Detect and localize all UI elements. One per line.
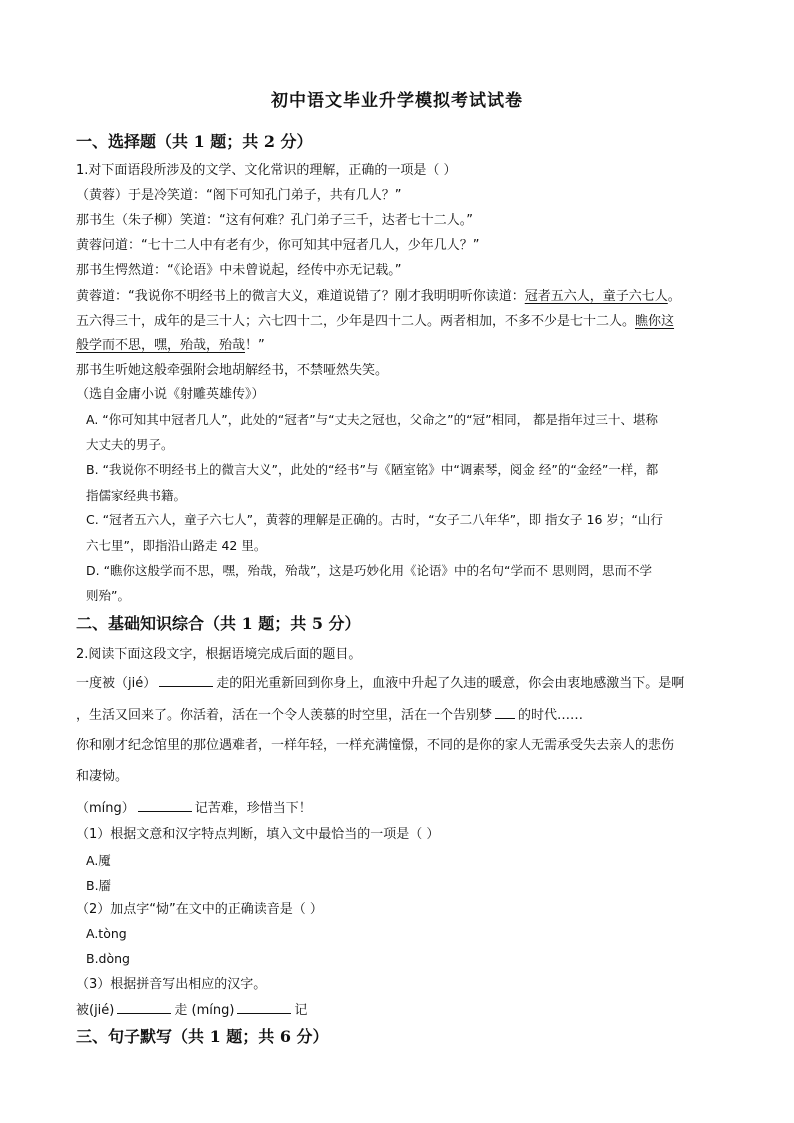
q2-p5-a: （míng） xyxy=(76,801,135,816)
q2-p2-a: ，生活又回来了。你活着，活在一个令人羡慕的时空里，活在一个告别梦 xyxy=(76,708,493,723)
q1-long-line-a-end: 。 xyxy=(667,289,681,304)
q1-option-b-line-2: 指儒家经典书籍。 xyxy=(86,488,187,503)
q2-sub3-b: 走 (míng) xyxy=(174,1003,235,1018)
q1-underline-quote-2a: 瞧你这 xyxy=(635,314,675,329)
q2-passage-line-4: 和凄恸。 xyxy=(76,769,129,784)
q1-option-b-line-1: B. “我说你不明经书上的微言大义”，此处的“经书”与《陋室铭》中“调素琴，阅金 经”的“金经”一样，都 xyxy=(86,462,659,477)
q1-option-a-line-2: 大丈夫的男子。 xyxy=(86,437,174,452)
q2-passage-line-1 xyxy=(76,674,684,692)
q1-underline-quote-1: 冠者五六人，童子六七人 xyxy=(524,289,668,304)
q1-option-c-line-1: C. “冠者五六人，童子六七人”，黄蓉的理解是正确的。古时，“女子二八年华”，即 指女子 16 岁；“山行 xyxy=(86,512,663,527)
q2-sub2-option-b: B.dòng xyxy=(86,951,130,966)
q2-sub1-stem: （1）根据文意和汉字特点判断，填入文中最恰当的一项是（ ） xyxy=(76,827,440,842)
q1-long-line-c xyxy=(76,337,265,354)
q1-after: 那书生听她这般牵强附会地胡解经书，不禁哑然失笑。 xyxy=(76,363,389,378)
q1-option-a-line-1: A. “你可知其中冠者几人”，此处的“冠者”与“丈夫之冠也，父命之”的“冠”相同， 都是指年过三十、堪称 xyxy=(86,412,659,427)
q2-sub2-option-a: A.tòng xyxy=(86,926,127,941)
q1-line-3: 黄蓉问道：“七十二人中有老有少，你可知其中冠者几人，少年几人？” xyxy=(76,238,480,253)
q1-long-line-b-text: 五六得三十，成年的是三十人；六七四十二，少年是四十二人。两者相加，不多不少是七十二人。 xyxy=(76,314,636,329)
q2-passage-line-2 xyxy=(76,706,583,724)
q2-p1-b: 走的阳光重新回到你身上，血液中升起了久违的暖意，你会由衷地感激当下。是啊 xyxy=(216,676,685,691)
q2-passage-line-5 xyxy=(76,799,312,817)
answer-blank-ming[interactable] xyxy=(138,799,192,812)
answer-blank-sub3-jie[interactable] xyxy=(117,1001,171,1014)
q1-long-line-a-text: 黄蓉道：“我说你不明经书上的微言大义，难道说错了？刚才我明明听你读道： xyxy=(76,289,525,304)
q2-sub3-stem: （3）根据拼音写出相应的汉字。 xyxy=(76,977,267,992)
q2-sub3-c: 记 xyxy=(294,1003,308,1018)
q2-sub2-stem: （2）加点字“恸”在文中的正确读音是（ ） xyxy=(76,902,323,917)
section-heading-2: 二、基础知识综合（共 1 题；共 5 分） xyxy=(76,614,361,633)
q2-sub1-option-b: B.靥 xyxy=(86,878,112,893)
q1-line-1: （黄蓉）于是冷笑道：“阁下可知孔门弟子，共有几人？” xyxy=(76,188,402,203)
q2-passage-line-3: 你和刚才纪念馆里的那位遇难者，一样年轻，一样充满憧憬，不同的是你的家人无需承受失去亲人的悲伤 xyxy=(76,738,675,753)
section-heading-1: 一、选择题（共 1 题；共 2 分） xyxy=(76,132,313,151)
answer-blank-meng[interactable] xyxy=(495,706,515,719)
q1-line-4: 那书生愕然道：“《论语》中未曾说起，经传中亦无记载。” xyxy=(76,263,402,278)
q2-stem: 2.阅读下面这段文字，根据语境完成后面的题目。 xyxy=(76,647,362,662)
q1-long-line-a xyxy=(76,288,681,305)
q1-line-2: 那书生（朱子柳）笑道：“这有何难？孔门弟子三千，达者七十二人。” xyxy=(76,213,473,228)
q1-option-d-line-1: D. “瞧你这般学而不思，嘿，殆哉，殆哉”，这是巧妙化用《论语》中的名句“学而不 思则罔，思而不学 xyxy=(86,563,652,578)
q2-p2-b: 的时代…… xyxy=(518,708,584,723)
q1-option-d-line-2: 则殆”。 xyxy=(86,588,130,603)
q1-long-line-b xyxy=(76,313,674,330)
q1-source: （选自金庸小说《射雕英雄传》） xyxy=(76,387,265,402)
q2-sub3-answer-line xyxy=(76,1001,307,1019)
q1-long-line-c-end: ！” xyxy=(245,338,265,353)
answer-blank-jie[interactable] xyxy=(159,674,213,687)
q1-stem: 1.对下面语段所涉及的文学、文化常识的理解，正确的一项是（ ） xyxy=(76,163,457,178)
section-heading-3: 三、句子默写（共 1 题；共 6 分） xyxy=(76,1027,329,1046)
answer-blank-sub3-ming[interactable] xyxy=(237,1001,291,1014)
q2-sub1-option-a: A.魇 xyxy=(86,853,111,868)
q2-p1-a: 一度被（jié） xyxy=(76,676,157,691)
q1-underline-quote-2b: 般学而不思，嘿，殆哉，殆哉 xyxy=(76,338,246,353)
q2-sub3-a: 被(jié) xyxy=(76,1003,115,1018)
page-title: 初中语文毕业升学模拟考试试卷 xyxy=(271,91,523,111)
q2-p5-b: 记苦难，珍惜当下！ xyxy=(194,801,312,816)
q1-option-c-line-2: 六七里”，即指沿山路走 42 里。 xyxy=(86,538,267,553)
